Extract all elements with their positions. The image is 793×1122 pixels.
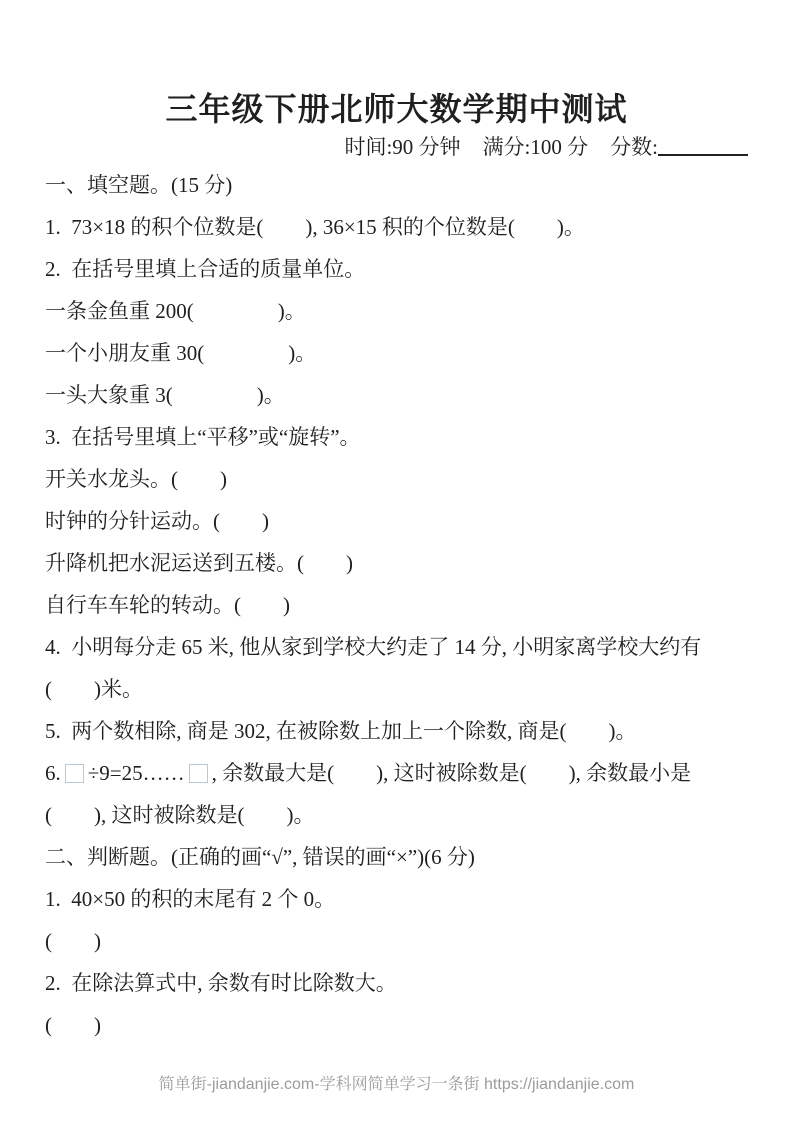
time-label: 时间:90 分钟 bbox=[344, 135, 461, 159]
fill-q3-item-clock: 时钟的分针运动。( ) bbox=[45, 509, 269, 533]
fill-q1: 1. 73×18 的积个位数是( ), 36×15 积的个位数是( )。 bbox=[45, 215, 585, 239]
answer-box bbox=[65, 764, 84, 783]
page-title: 三年级下册北师大数学期中测试 bbox=[165, 91, 628, 127]
fill-q4-line-1: 4. 小明每分走 65 米, 他从家到学校大约走了 14 分, 小明家离学校大约有 bbox=[45, 635, 702, 659]
judge-q2: 2. 在除法算式中, 余数有时比除数大。 bbox=[45, 971, 397, 995]
paper-header bbox=[45, 0, 748, 162]
answer-box bbox=[189, 764, 208, 783]
fill-q6-rest: , 余数最大是( ), 这时被除数是( ), 余数最小是 bbox=[211, 761, 692, 785]
score-blank-line bbox=[658, 138, 748, 156]
exam-meta-line bbox=[45, 132, 748, 162]
score-label: 分数: bbox=[610, 135, 658, 159]
fill-q6-line-1 bbox=[45, 752, 748, 794]
section-2-heading: 二、判断题。(正确的画“√”, 错误的画“×”)(6 分) bbox=[45, 845, 475, 869]
fill-q5: 5. 两个数相除, 商是 302, 在被除数上加上一个除数, 商是( )。 bbox=[45, 719, 637, 743]
section-1-heading: 一、填空题。(15 分) bbox=[45, 173, 233, 197]
fill-q2-item-child: 一个小朋友重 30( )。 bbox=[45, 341, 317, 365]
fill-q6-line-2: ( ), 这时被除数是( )。 bbox=[45, 803, 315, 827]
judge-q2-answer-blank: ( ) bbox=[45, 1013, 101, 1037]
fill-q3-item-faucet: 开关水龙头。( ) bbox=[45, 467, 227, 491]
fill-q3-item-elevator: 升降机把水泥运送到五楼。( ) bbox=[45, 551, 353, 575]
fill-q6-equation: ÷9=25…… bbox=[87, 761, 185, 785]
fill-q2: 2. 在括号里填上合适的质量单位。 bbox=[45, 257, 366, 281]
fill-q2-item-goldfish: 一条金鱼重 200( )。 bbox=[45, 299, 306, 323]
judge-q1: 1. 40×50 的积的末尾有 2 个 0。 bbox=[45, 887, 336, 911]
full-score-label: 满分:100 分 bbox=[482, 135, 589, 159]
paper-body bbox=[45, 164, 748, 1046]
fill-q6-prefix: 6. bbox=[45, 761, 61, 785]
fill-q2-item-elephant: 一头大象重 3( )。 bbox=[45, 383, 285, 407]
watermark-footer: 简单街-jiandanjie.com-学科网简单学习一条街 https://jiandanjie.com bbox=[158, 1076, 635, 1093]
fill-q4-line-2: ( )米。 bbox=[45, 677, 143, 701]
fill-q3-item-wheel: 自行车车轮的转动。( ) bbox=[45, 593, 290, 617]
fill-q3: 3. 在括号里填上“平移”或“旋转”。 bbox=[45, 425, 361, 449]
judge-q1-answer-blank: ( ) bbox=[45, 929, 101, 953]
